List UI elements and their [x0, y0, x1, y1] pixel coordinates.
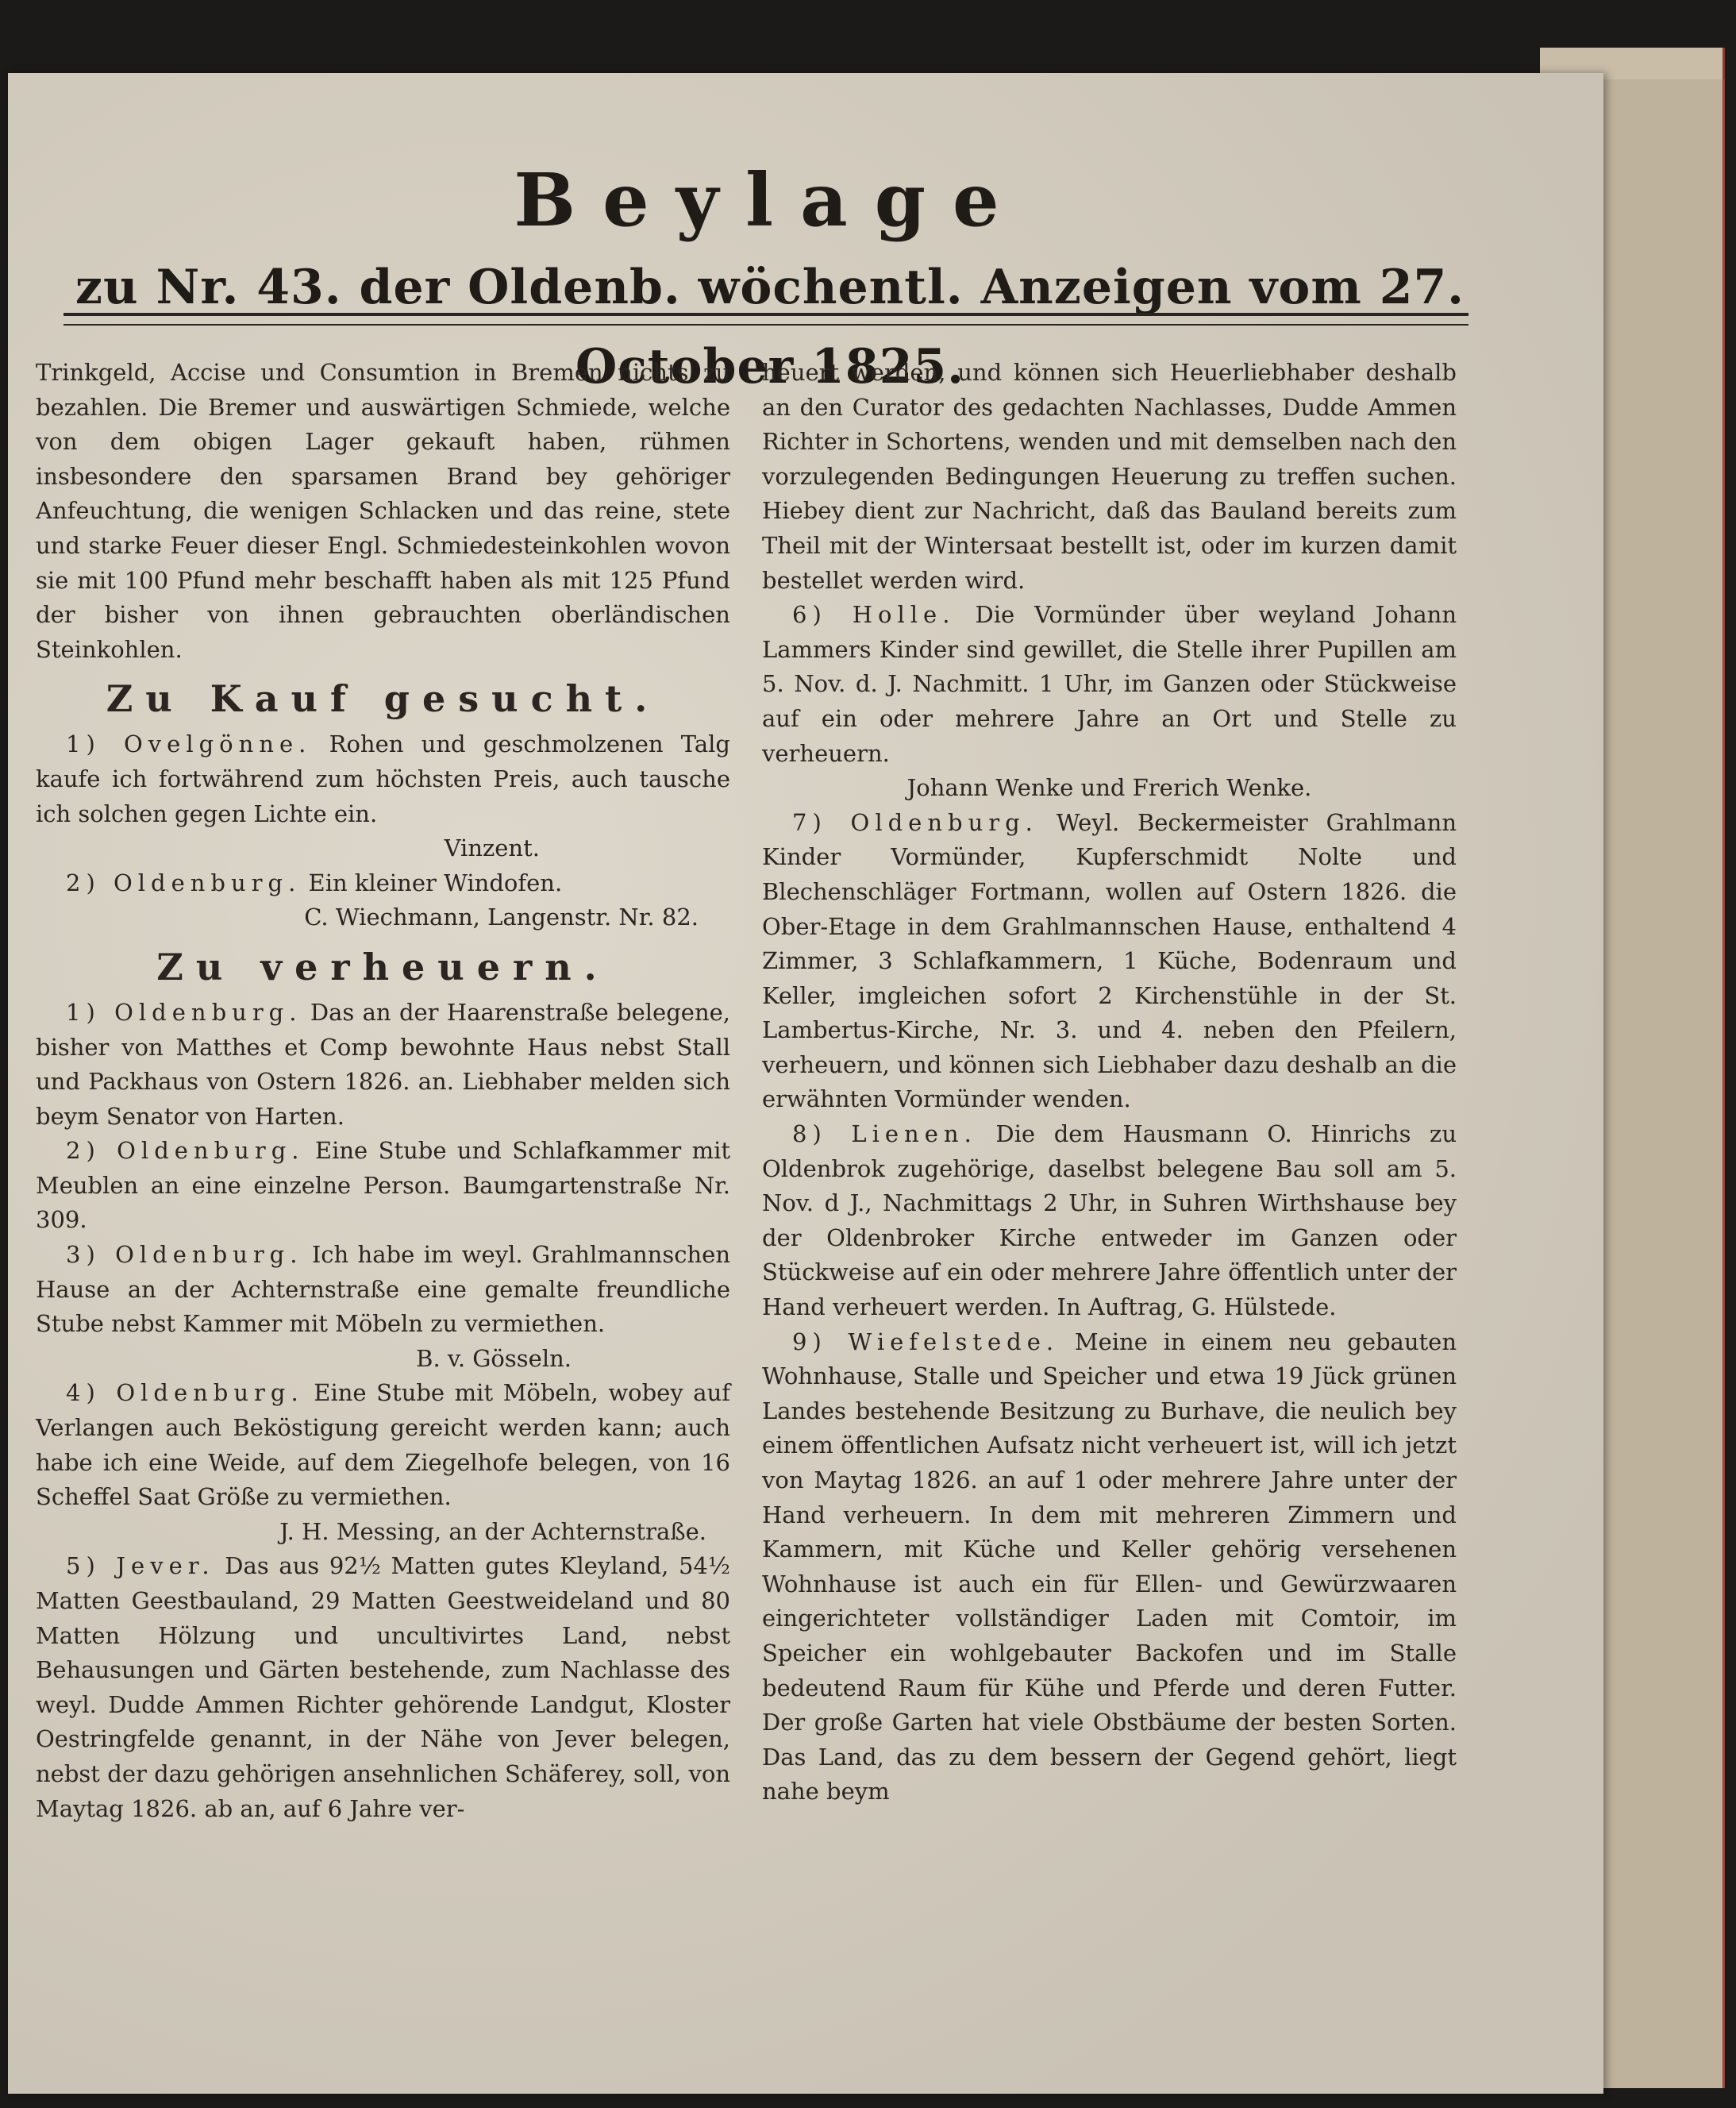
ad-signature: G. Hülstede. [1191, 1293, 1337, 1321]
ad-text: Ich habe im weyl. Grahlmannschen Hause an der Achternstraße eine gemalte freundliche Stube nebst Kammer mit Möbeln zu vermiethen. [36, 1241, 730, 1338]
ad-heuer-9 [762, 1325, 1457, 1809]
ad-place: 4) Oldenburg. [66, 1379, 304, 1407]
right-column [762, 356, 1457, 1809]
ad-kauf-1 [36, 727, 730, 831]
ad-place: 2) Oldenburg. [66, 1137, 305, 1165]
ad-heuer-4 [36, 1376, 730, 1514]
ad-place: 1) Oldenburg. [66, 998, 302, 1026]
left-column [36, 356, 730, 1826]
ad-place: 6) Holle. [792, 601, 956, 629]
ad-text: Eine Stube mit Möbeln, wobey auf Verlangen auch Beköstigung gereicht werden kann; auch habe ich eine Weide, auf dem Ziegelhofe belegen, von 16 Scheffel Saat Größe zu vermiethen. [36, 1379, 731, 1511]
continued-paragraph: heuert werden, und können sich Heuerliebhaber deshalb an den Curator des gedachten Nachlasses, Dudde Ammen Richter in Schortens, wenden und mit demselben nach den vorzulegenden Bedingungen Heuerung zu treffen suchen. Hiebey dient zur Nachricht, daß das Bauland bereits zum Theil mit der Wintersaat bestellt ist, oder im kurzen damit bestellet werden wird. [762, 359, 1457, 594]
ad-place: 9) Wiefelstede. [792, 1328, 1060, 1355]
ad-place: 7) Oldenburg. [792, 808, 1038, 836]
ad-heuer-5 [36, 1549, 730, 1826]
ad-signature: Vinzent. [444, 834, 540, 862]
section-heading-heuer: Zu verheuern. [156, 945, 610, 988]
ad-place: 2) Oldenburg. [66, 869, 302, 896]
ad-place: 8) Lienen. [792, 1120, 977, 1148]
page-subtitle: zu Nr. 43. der Oldenb. wöchentl. Anzeigen vom 27. October 1825. [75, 260, 1465, 395]
ad-text: Ein kleiner Windofen. [308, 869, 563, 896]
ad-heuer-6 [762, 598, 1457, 771]
ad-kauf-2 [36, 866, 730, 901]
ad-place: 3) Oldenburg. [66, 1241, 303, 1269]
newspaper-page [8, 73, 1603, 2094]
ad-text: Das an der Haarenstraße belegene, bisher von Matthes et Comp bewohnte Haus nebst Stall und Packhaus von Ostern 1826. an. Liebhaber melden sich beym Senator von Harten. [36, 998, 731, 1130]
ad-text: Meine in einem neu gebauten Wohnhause, Stalle und Speicher und etwa 19 Jück grünen Landes bestehende Besitzung zu Burhave, die neulich bey einem öffentlichen Aufsatz nicht verheuert ist, will ich jetzt von Maytag 1826. an auf 1 oder mehrere Jahre unter der Hand verheuern. In dem mit mehreren Zimmern und Kammern, mit Küche und Keller gehörig versehenen Wohnhause ist auch ein für Ellen- und Gewürzwaaren eingerichteter vollständiger Laden mit Comtoir, im Speicher ein wohlgebauter Backofen und im Stalle bedeutend Raum für Kühe und Pferde und deren Futter. Der große Garten hat viele Obstbäume der besten Sorten. Das Land, das zu dem bessern der Gegend gehört, liegt nahe beym [762, 1328, 1457, 1805]
ad-place: 1) Ovelgönne. [66, 730, 312, 758]
ad-text: Das aus 92½ Matten gutes Kleyland, 54½ Matten Geestbauland, 29 Matten Geestweideland und 80 Matten Hölzung und uncultivirtes Land, nebst Behausungen und Gärten bestehende, zum Nachlasse des weyl. Dudde Ammen Richter gehörende Landgut, Kloster Oestringfelde genannt, in der Nähe von Jever belegen, nebst der dazu gehörigen ansehnlichen Schäferey, soll, von Maytag 1826. ab an, auf 6 Jahre ver- [36, 1552, 730, 1822]
ad-signature: C. Wiechmann, Langenstr. Nr. 82. [304, 904, 699, 931]
ad-text: Eine Stube und Schlafkammer mit Meublen an eine einzelne Person. Baumgartenstraße Nr. 309. [36, 1137, 730, 1234]
ad-heuer-7 [762, 806, 1457, 1117]
ad-heuer-2 [36, 1134, 730, 1238]
header-rule [64, 313, 1468, 326]
ad-heuer-1 [36, 996, 730, 1134]
ad-heuer-3 [36, 1238, 730, 1342]
ad-heuer-8 [762, 1117, 1457, 1325]
ad-place: 5) Jever. [66, 1552, 215, 1580]
ad-text: Rohen und geschmolzenen Talg kaufe ich fortwährend zum höchsten Preis, auch tausche ich solchen gegen Lichte ein. [36, 730, 730, 827]
ad-text: Die dem Hausmann O. Hinrichs zu Oldenbrok zugehörige, daselbst belegene Bau soll am 5. Nov. d J., Nachmittags 2 Uhr, in Suhren Wirthshause bey der Oldenbroker Kirche entweder im Ganzen oder Stückweise auf ein oder mehrere Jahre öffentlich unter der Hand verheuert werden. In Auftrag, [762, 1120, 1457, 1321]
ad-signature: J. H. Messing, an der Achternstraße. [279, 1517, 706, 1545]
ad-signature: B. v. Gösseln. [416, 1344, 572, 1372]
section-heading-kauf: Zu Kauf gesucht. [106, 677, 660, 721]
ad-text: Weyl. Beckermeister Grahlmann Kinder Vormünder, Kupferschmidt Nolte und Blechenschläger Fortmann, wollen auf Ostern 1826. die Ober-Etage in dem Grahlmannschen Hause, enthaltend 4 Zimmer, 3 Schlafkammern, 1 Küche, Bodenraum und Keller, imgleichen sofort 2 Kirchenstühle in der St. Lambertus-Kirche, Nr. 3. und 4. neben den Pfeilern, verheuern, und können sich Liebhaber dazu deshalb an die erwähnten Vormünder wenden. [762, 808, 1457, 1113]
ad-signature: Johann Wenke und Frerich Wenke. [906, 774, 1312, 802]
ad-text: Die Vormünder über weyland Johann Lammers Kinder sind gewillet, die Stelle ihrer Pupillen am 5. Nov. d. J. Nachmitt. 1 Uhr, im Ganzen oder Stückweise auf ein oder mehrere Jahre an Ort und Stelle zu verheuern. [762, 601, 1457, 767]
page-title: Beylage [514, 157, 1026, 243]
intro-paragraph: Trinkgeld, Accise und Consumtion in Bremen nichts zu bezahlen. Die Bremer und auswärtigen Schmiede, welche von dem obigen Lager gekauft haben, rühmen insbesondere den sparsamen Brand bey gehöriger Anfeuchtung, die wenigen Schlacken und das reine, stete und starke Feuer dieser Engl. Schmiedesteinkohlen wovon sie mit 100 Pfund mehr beschafft haben als mit 125 Pfund der bisher von ihnen gebrauchten oberländischen Steinkohlen. [36, 359, 730, 663]
